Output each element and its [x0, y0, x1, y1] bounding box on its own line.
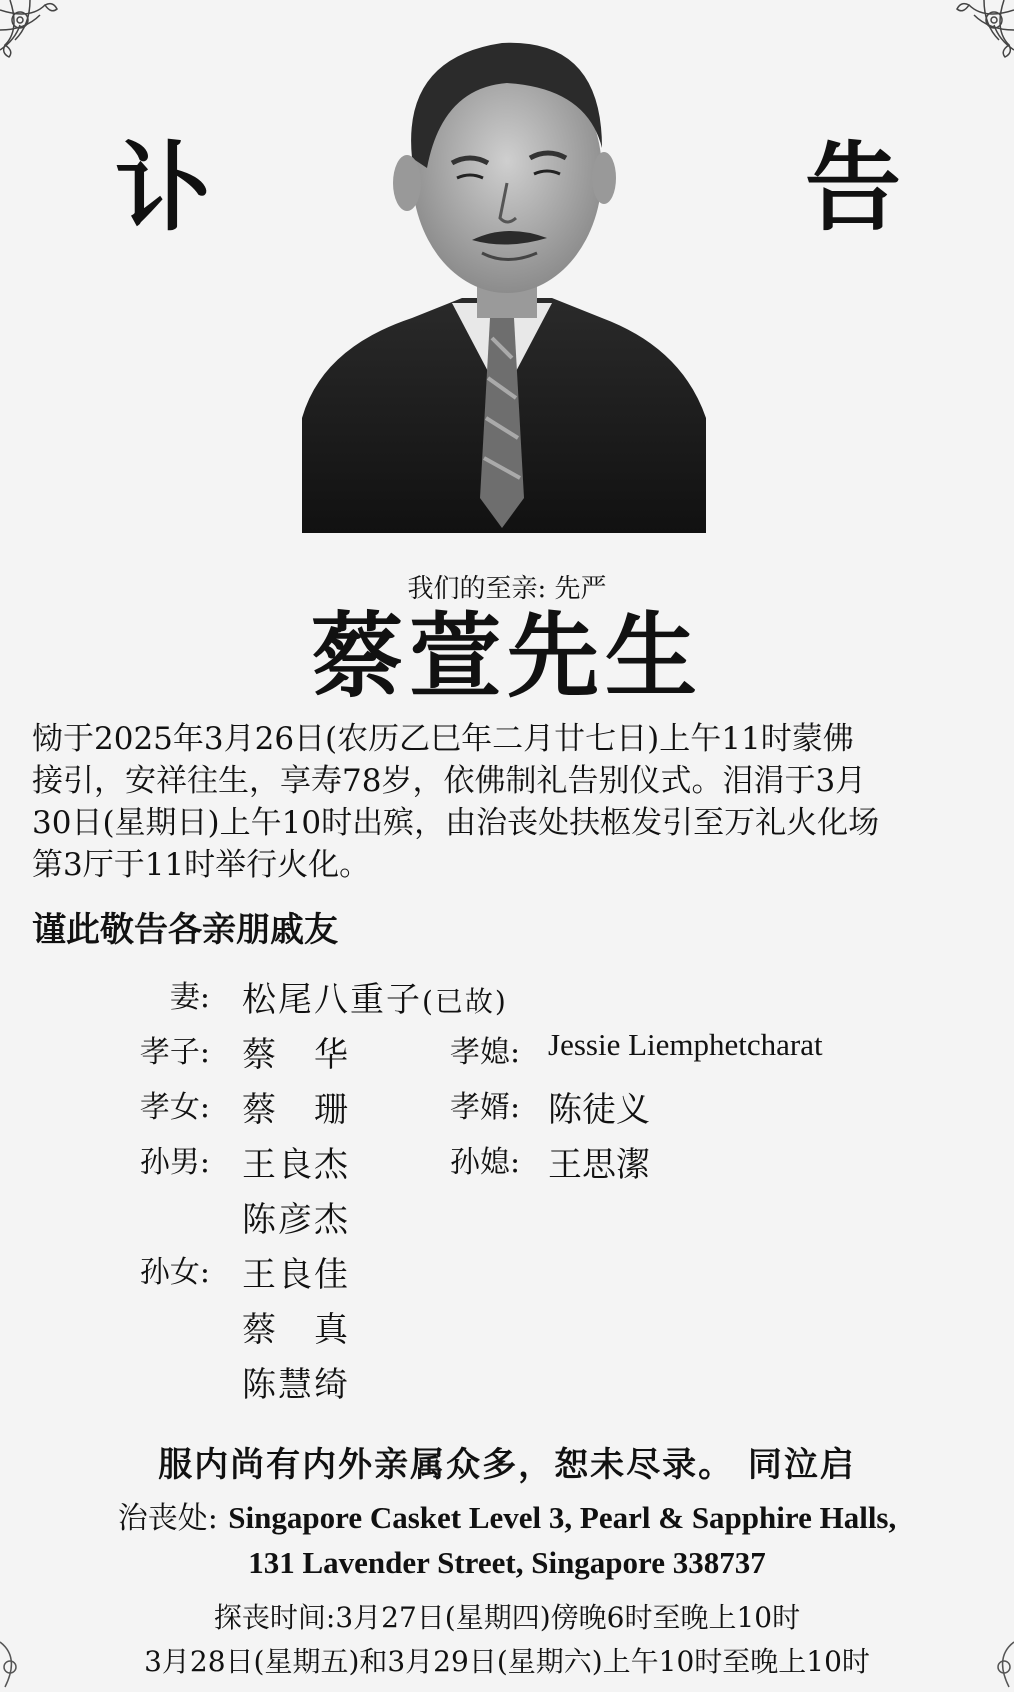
granddaughter-name: 蔡 真	[242, 1310, 350, 1350]
grandson-name: 陈彦杰	[242, 1200, 350, 1240]
deceased-name: 蔡萱先生	[310, 602, 703, 710]
deceased-note: (已故)	[422, 985, 508, 1018]
visiting-hours	[0, 1596, 1014, 1684]
visiting-hours-line: 3月28日(星期五)和3月29日(星期六)上午10时至晚上10时	[144, 1645, 870, 1678]
role-label: 孙媳:	[450, 1145, 521, 1180]
son-name: 蔡 华	[242, 1035, 350, 1075]
closing-statement: 服内尚有内外亲属众多，恕未尽录。 同泣启	[158, 1445, 856, 1485]
son-in-law-name: 陈徒义	[548, 1090, 650, 1130]
daughter-name: 蔡 珊	[242, 1090, 350, 1130]
funeral-address-line2: 131 Lavender Street, Singapore 338737	[248, 1545, 766, 1580]
role-label: 孝婿:	[450, 1090, 521, 1125]
role-label: 妻:	[169, 980, 210, 1015]
funeral-address-line1: Singapore Casket Level 3, Pearl & Sapphire Halls,	[228, 1500, 897, 1535]
role-label: 孙男:	[139, 1145, 210, 1180]
obituary-heading-right: 告	[805, 131, 901, 244]
visiting-hours-line: 探丧时间:3月27日(星期四)傍晚6时至晚上10时	[213, 1601, 801, 1634]
family-name	[242, 972, 508, 1021]
grandson-name: 王良杰	[242, 1145, 350, 1185]
role-label: 孝媳:	[450, 1035, 521, 1070]
role-label: 孝子:	[139, 1035, 210, 1070]
daughter-in-law-name: Jessie Liemphetcharat	[548, 1027, 823, 1062]
funeral-parlour	[0, 1496, 1014, 1586]
floral-corner-top-left	[0, 0, 90, 90]
announcement-line: 接引，安祥往生，享寿78岁，依佛制礼告别仪式。泪涓于3月	[32, 763, 867, 799]
wife-name: 松尾八重子	[242, 980, 422, 1020]
announcement-line: 第3厅于11时举行火化。	[32, 847, 371, 883]
deceased-portrait	[302, 18, 706, 533]
obituary-heading-left: 讣	[115, 131, 211, 244]
announcement-line: 30日(星期日)上午10时出殡，由治丧处扶柩发引至万礼火化场	[32, 805, 880, 841]
granddaughter-name: 王良佳	[242, 1255, 350, 1295]
granddaughter-in-law-name: 王思潔	[548, 1145, 650, 1185]
role-label: 孝女:	[139, 1090, 210, 1125]
granddaughter-name: 陈慧绮	[242, 1365, 350, 1405]
notice-to-friends: 谨此敬告各亲朋戚友	[32, 910, 338, 950]
funeral-parlour-label: 治丧处:	[117, 1501, 218, 1536]
relation-line: 我们的至亲: 先严	[407, 574, 607, 604]
announcement-line: 恸于2025年3月26日(农历乙巳年二月廿七日)上午11时蒙佛	[32, 721, 854, 757]
floral-corner-top-right	[924, 0, 1014, 90]
role-label: 孙女:	[139, 1255, 210, 1290]
death-announcement	[32, 718, 992, 886]
